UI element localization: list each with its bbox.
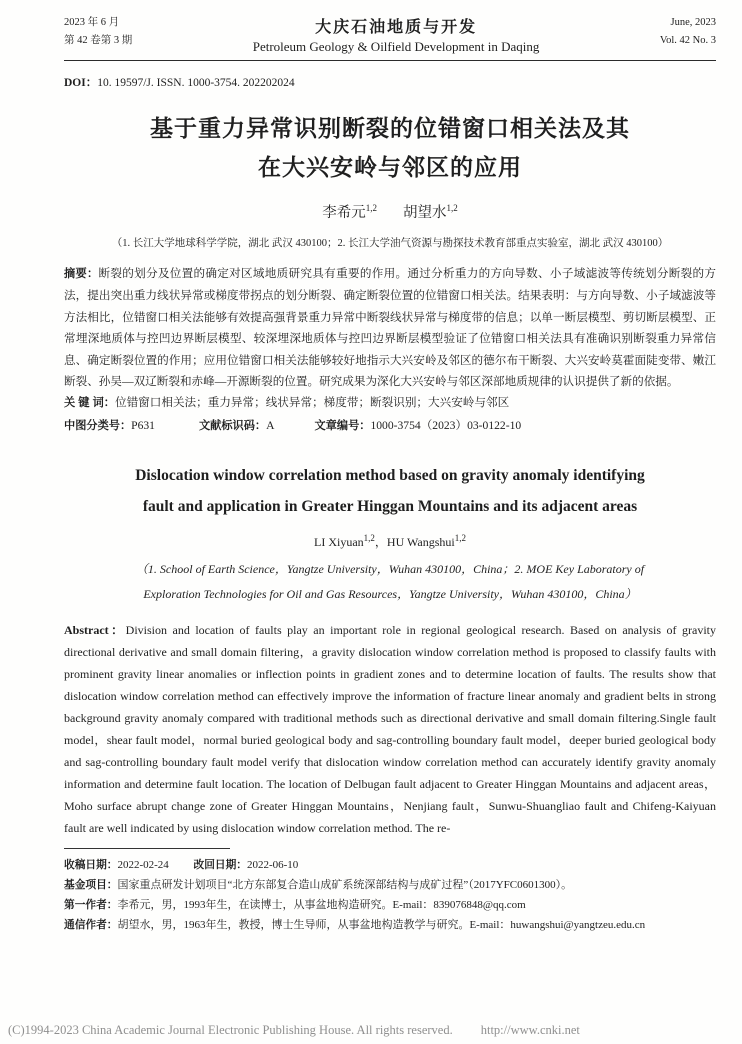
abstract-en bbox=[64, 619, 716, 839]
footnotes bbox=[64, 855, 716, 935]
footnote-corresponding-author bbox=[64, 915, 716, 935]
journal-date-cn: 2023 年 6 月 bbox=[64, 17, 120, 28]
authors-en bbox=[64, 533, 716, 550]
author-cn-1 bbox=[322, 205, 377, 221]
corresponding-author-label: 通信作者： bbox=[64, 919, 118, 932]
corresponding-author-text: 胡望水，男，1963年生，教授，博士生导师，从事盆地构造教学与研究。E-mail：huwangshui@yangtzeu.edu.cn bbox=[117, 919, 646, 932]
article-title-en-line1: Dislocation window correlation method based on gravity anomaly identifying bbox=[135, 467, 645, 485]
first-author-label: 第一作者： bbox=[64, 899, 118, 912]
author-en-2-name: HU Wangshui bbox=[386, 535, 455, 550]
article-title-en-line2: fault and application in Greater Hinggan Mountains and its adjacent areas bbox=[142, 498, 638, 516]
article-id-segment bbox=[315, 415, 522, 437]
article-title-cn-line1: 基于重力异常识别断裂的位错窗口相关法及其 bbox=[150, 115, 630, 141]
author-cn-1-sup: 1,2 bbox=[365, 203, 377, 214]
author-en-1 bbox=[314, 535, 375, 549]
journal-header bbox=[64, 0, 716, 55]
author-cn-2 bbox=[403, 205, 458, 221]
author-en-1-name: LI Xiyuan bbox=[314, 535, 364, 550]
classification-line bbox=[64, 415, 716, 437]
fund-label: 基金项目： bbox=[64, 879, 118, 892]
received-date: 2022-02-24 bbox=[117, 859, 169, 872]
doi-value: 10. 19597/J. ISSN. 1000-3754. 202202024 bbox=[97, 77, 295, 89]
clc-label: 中图分类号： bbox=[64, 419, 132, 432]
revised-date-segment bbox=[194, 859, 299, 871]
cnki-copyright bbox=[8, 1023, 580, 1038]
authors-en-separator: ， bbox=[374, 535, 387, 550]
header-divider bbox=[64, 60, 716, 61]
article-title-cn bbox=[64, 109, 716, 187]
journal-title-block bbox=[132, 14, 660, 55]
author-en-2-sup: 1,2 bbox=[454, 533, 466, 544]
clc-value: P631 bbox=[131, 418, 155, 432]
cnki-url: http://www.cnki.net bbox=[480, 1023, 580, 1037]
author-cn-2-name: 胡望水 bbox=[403, 205, 447, 221]
journal-issue-cn: 第 42 卷第 3 期 bbox=[64, 35, 133, 46]
journal-header-left bbox=[64, 14, 132, 50]
footnote-divider bbox=[64, 848, 230, 849]
author-en-1-sup: 1,2 bbox=[363, 533, 375, 544]
affiliation-en bbox=[64, 557, 716, 607]
affiliation-en-line1: （1. School of Earth Science，Yangtze University，Wuhan 430100，China；2. MOE Key Laboratory of bbox=[135, 562, 645, 577]
keywords-line bbox=[64, 392, 716, 414]
footnote-first-author bbox=[64, 895, 716, 915]
revised-date-label: 改回日期： bbox=[193, 859, 247, 872]
affiliation-en-line2: Exploration Technologies for Oil and Gas Resources，Yangtze University，Wuhan 430100，China） bbox=[143, 587, 637, 602]
footnote-dates bbox=[64, 855, 716, 875]
author-en-2 bbox=[387, 535, 466, 549]
doc-code-label: 文献标识码： bbox=[198, 419, 267, 432]
abstract-cn bbox=[64, 263, 716, 392]
article-id-value: 1000-3754（2023）03-0122-10 bbox=[370, 418, 522, 432]
copyright-text: (C)1994-2023 China Academic Journal Electronic Publishing House. All rights reserved. bbox=[8, 1023, 453, 1037]
abstract-en-label: Abstract： bbox=[64, 623, 126, 638]
fund-text: 国家重点研发计划项目“北方东部复合造山成矿系统深部结构与成矿过程”（2017YFC0601300）。 bbox=[117, 879, 573, 892]
authors-cn bbox=[64, 201, 716, 222]
journal-title-cn: 大庆石油地质与开发 bbox=[315, 19, 478, 36]
journal-issue-en: Vol. 42 No. 3 bbox=[659, 35, 716, 46]
doi-label: DOI： bbox=[64, 77, 98, 89]
article-id-label: 文章编号： bbox=[314, 419, 371, 432]
article-title-en bbox=[64, 460, 716, 522]
doc-code-segment bbox=[199, 415, 275, 437]
clc-segment bbox=[64, 415, 155, 437]
keywords-text: 位错窗口相关法；重力异常；线状异常；梯度带；断裂识别；大兴安岭与邻区 bbox=[114, 396, 510, 410]
doi-line bbox=[64, 74, 716, 90]
revised-date: 2022-06-10 bbox=[246, 859, 299, 872]
author-cn-2-sup: 1,2 bbox=[446, 203, 458, 214]
author-cn-1-name: 李希元 bbox=[322, 205, 366, 221]
affiliation-cn: （1. 长江大学地球科学学院，湖北 武汉 430100；2. 长江大学油气资源与勘探技术教育部重点实验室，湖北 武汉 430100） bbox=[111, 238, 669, 249]
first-author-text: 李希元，男，1993年生，在读博士，从事盆地构造研究。E-mail：839076848@qq.com bbox=[117, 899, 526, 912]
abstract-cn-label: 摘要： bbox=[64, 268, 99, 280]
doc-code-value: A bbox=[266, 418, 275, 432]
keywords-label: 关 键 词： bbox=[64, 397, 115, 410]
abstract-cn-text: 断裂的划分及位置的确定对区域地质研究具有重要的作用。通过分析重力的方向导数、小子域滤波等传统划分断裂的方法，提出突出重力线状异常或梯度带拐点的划分断裂、确定断裂位置的位错窗口相关法。结果表明：与方向导数、小子域滤波等方法相比，位错窗口相关法能够有效提高强背景重力异常中断裂线状异常与梯度带的信息；以单一断层模型、剪切断层模型、正常埋深地质体与控凹边界断层模型、较深埋深地质体与控凹边界断层模型验证了位错窗口相关法具有准确识别断裂重力异常信息、确定断裂位置的作用；应用位错窗口相关法能够较好地指示大兴安岭及邻区的德尔布干断裂、大兴安岭莫霍面陡变带、嫩江断裂、孙吴—双辽断裂和赤峰—开源断裂的位置。研究成果为深化大兴安岭与邻区深部地质规律的认识提供了新的依据。 bbox=[64, 267, 716, 389]
abstract-en-text: Division and location of faults play an important role in regional geological research. Based on analysis of gravity directional derivative and small domain filtering，a gravity dislocation window correlation method is proposed to classify faults with prominent gravity linear anomalies or inflection points in gradient zones and to determine location of faults. The results show that dislocation window correlation method can effectively improve the information of fracture linear anomaly and gradient belts in strong background gravity anomaly compared with traditional methods such as directional derivative and small domain filtering.Single fault model，shear fault model，normal buried geological body and sag-controlling boundary fault model，deeper buried geological body and sag-controlling boundary fault model verify that dislocation window correlation method can accurately identify gravity anomaly information and determine fault location. The location of Delbugan fault adjacent to Greater Hinggan Mountains and adjacent areas，Moho surface abrupt change zone of Greater Hinggan Mountains，Nenjiang fault，Sunwu-Shuangliao fault and Chifeng-Kaiyuan fault are well indicated by using dislocation window correlation method. The re- bbox=[64, 623, 716, 836]
article-title-cn-line2: 在大兴安岭与邻区的应用 bbox=[258, 154, 522, 180]
journal-header-right bbox=[660, 14, 716, 50]
footnote-fund bbox=[64, 875, 716, 895]
page-content bbox=[64, 0, 716, 935]
journal-date-en: June, 2023 bbox=[670, 17, 716, 28]
received-date-label: 收稿日期： bbox=[64, 859, 118, 872]
journal-title-en: Petroleum Geology & Oilfield Development in Daqing bbox=[252, 39, 540, 54]
